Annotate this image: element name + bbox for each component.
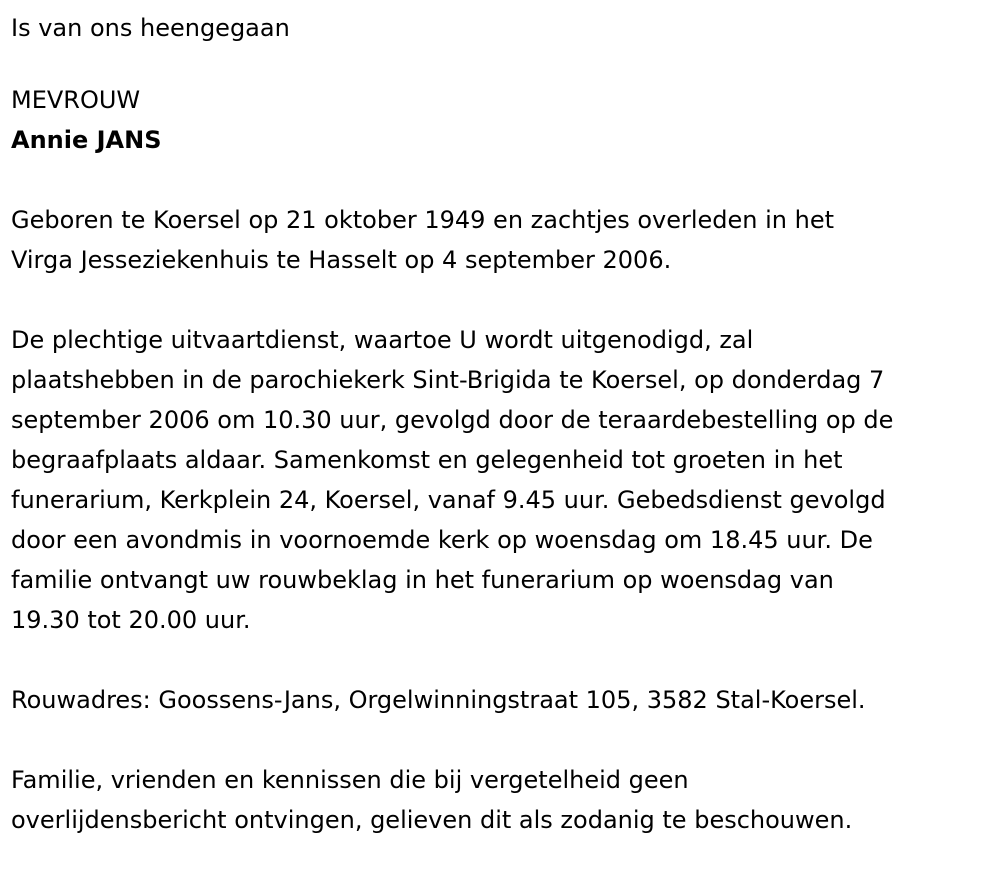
- closing-paragraph: [11, 760, 1000, 840]
- paragraph-line: funerarium, Kerkplein 24, Koersel, vanaf 9.45 uur. Gebedsdienst gevolgd: [11, 486, 886, 514]
- ceremony-paragraph: [11, 320, 1000, 640]
- birth-death-paragraph: [11, 200, 1000, 280]
- intro-line: Is van ons heengegaan: [11, 14, 290, 42]
- paragraph-line: begraafplaats aldaar. Samenkomst en gelegenheid tot groeten in het: [11, 446, 843, 474]
- paragraph-line: De plechtige uitvaartdienst, waartoe U wordt uitgenodigd, zal: [11, 326, 754, 354]
- paragraph-line: overlijdensbericht ontvingen, gelieven dit als zodanig te beschouwen.: [11, 806, 853, 834]
- paragraph-line: Geboren te Koersel op 21 oktober 1949 en zachtjes overleden in het: [11, 206, 835, 234]
- paragraph-line: plaatshebben in de parochiekerk Sint-Brigida te Koersel, op donderdag 7: [11, 366, 885, 394]
- spacer: [11, 720, 1000, 760]
- spacer: [11, 280, 1000, 320]
- paragraph-line: september 2006 om 10.30 uur, gevolgd door de teraardebestelling op de: [11, 406, 894, 434]
- paragraph-line: Familie, vrienden en kennissen die bij vergetelheid geen: [11, 766, 689, 794]
- paragraph-line: door een avondmis in voornoemde kerk op woensdag om 18.45 uur. De: [11, 526, 873, 554]
- spacer: [11, 640, 1000, 680]
- paragraph-line: 19.30 tot 20.00 uur.: [11, 606, 251, 634]
- paragraph-line: Virga Jesseziekenhuis te Hasselt op 4 september 2006.: [11, 246, 672, 274]
- spacer: [11, 160, 1000, 200]
- paragraph-line: familie ontvangt uw rouwbeklag in het funerarium op woensdag van: [11, 566, 834, 594]
- honorific-title: MEVROUW: [11, 86, 141, 114]
- deceased-name: Annie JANS: [11, 126, 162, 154]
- mourning-address: Rouwadres: Goossens-Jans, Orgelwinningstraat 105, 3582 Stal-Koersel.: [11, 686, 866, 714]
- spacer: [11, 48, 1000, 80]
